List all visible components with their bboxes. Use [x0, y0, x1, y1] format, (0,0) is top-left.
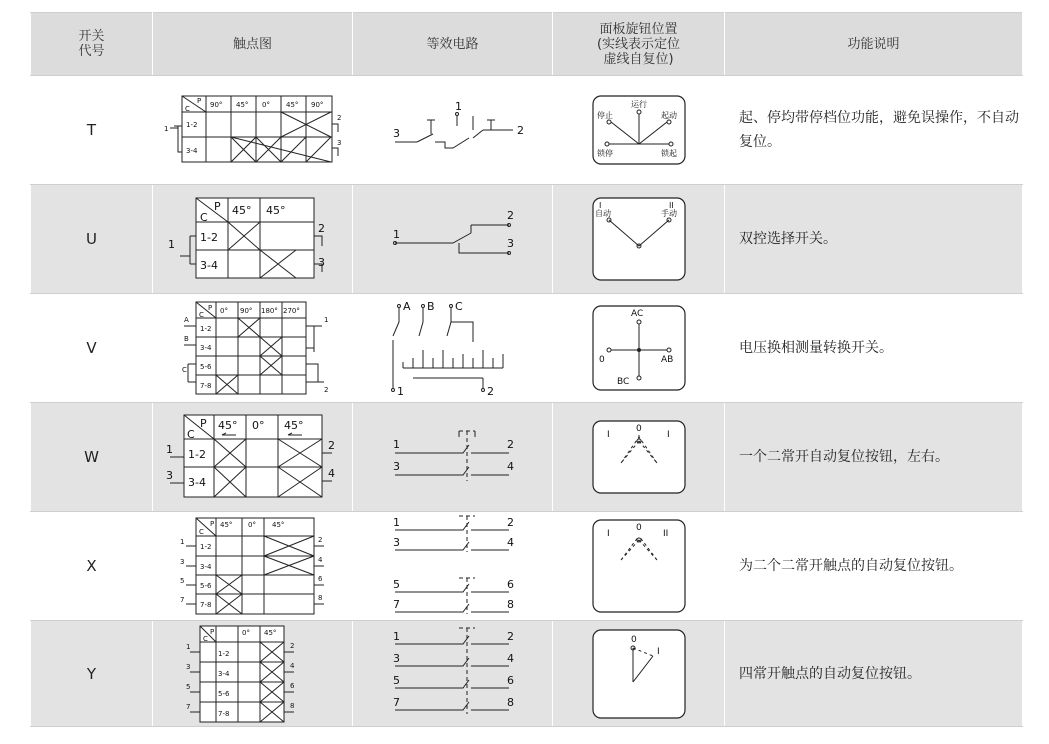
terminal-label: B: [183, 335, 189, 343]
contact-p: P: [209, 627, 214, 636]
contact-diagram-u: [153, 185, 353, 294]
circuit-label: A: [402, 300, 411, 313]
angle-label: 45°: [219, 521, 232, 529]
contact-label: 7-8: [199, 601, 211, 609]
terminal-label: 5: [179, 577, 184, 585]
angle-label: 45°: [231, 204, 251, 217]
terminal-label: 5: [185, 682, 190, 691]
header-circuit: [353, 13, 553, 76]
desc-text: 电压换相测量转换开关。: [739, 340, 893, 356]
contact-label: 7-8: [217, 709, 229, 718]
desc-text: 为二个二常开触点的自动复位按钮。: [739, 558, 963, 574]
terminal-label: 7: [179, 596, 184, 604]
code-cell: [31, 185, 153, 294]
header-contact: [153, 13, 353, 76]
circuit-label: 1: [392, 438, 400, 451]
panel-label: 停止: [596, 111, 613, 120]
code-y: Y: [86, 664, 97, 683]
switch-spec-table: [30, 12, 1023, 727]
table-header-row: [31, 13, 1023, 76]
terminal-label: 6: [289, 681, 294, 690]
terminal-label: 1: [165, 443, 173, 456]
code-x: X: [86, 557, 97, 575]
terminal-label: 1: [179, 538, 184, 546]
panel-knob-x: [553, 512, 725, 621]
panel-label: 0: [630, 634, 637, 645]
contact-label: 1-2: [187, 448, 206, 461]
circuit-label: 2: [516, 124, 524, 137]
circuit-label: 8: [506, 695, 514, 709]
table-row-v: [31, 294, 1023, 403]
circuit-label: 5: [392, 673, 400, 687]
terminal-label: 2: [327, 439, 335, 452]
code-u: U: [86, 230, 97, 248]
desc-text: 四常开触点的自动复位按钮。: [739, 665, 921, 682]
terminal-label: 3: [185, 662, 190, 671]
contact-c: C: [184, 105, 190, 113]
contact-diagram-v: [153, 294, 353, 403]
terminal-label: 4: [317, 556, 322, 564]
terminal-label: 2: [323, 386, 328, 394]
terminal-label: 1: [163, 125, 168, 133]
contact-c: C: [198, 528, 204, 536]
panel-label: 0: [635, 523, 642, 533]
circuit-label: 2: [506, 438, 514, 451]
contact-diagram-w: [153, 403, 353, 512]
terminal-label: 3: [179, 558, 184, 566]
desc-text: 起、停均带停档位功能，避免误操作，不自动复位。: [739, 110, 1019, 150]
circuit-label: 4: [506, 460, 514, 473]
circuit-label: 2: [506, 209, 514, 222]
circuit-label: 1: [454, 100, 462, 113]
panel-knob-u: [553, 185, 725, 294]
desc-text: 一个二常开自动复位按钮，左右。: [739, 449, 949, 465]
contact-p: P: [196, 97, 201, 105]
panel-label: BC: [616, 377, 629, 387]
equivalent-circuit-y: [353, 621, 553, 727]
code-cell: [31, 403, 153, 512]
function-description-t: [725, 76, 1023, 185]
circuit-label: 7: [392, 598, 400, 611]
circuit-label: 6: [506, 578, 514, 591]
contact-label: 3-4: [187, 476, 206, 489]
angle-label: 45°: [263, 628, 276, 637]
contact-label: 3-4: [185, 147, 197, 155]
panel-label: I: [666, 430, 670, 440]
code-t: T: [86, 121, 97, 139]
angle-label: 0°: [241, 628, 250, 637]
contact-p: P: [209, 520, 214, 528]
table-row-t: [31, 76, 1023, 185]
circuit-label: 1: [396, 385, 404, 398]
panel-label: I: [606, 529, 610, 539]
circuit-label: 3: [506, 237, 514, 250]
terminal-label: 1: [323, 316, 328, 324]
header-panel: [553, 13, 725, 76]
angle-label: 0°: [247, 521, 256, 529]
circuit-label: 2: [506, 516, 514, 529]
circuit-label: C: [454, 300, 463, 313]
code-cell: [31, 621, 153, 727]
circuit-label: 2: [506, 629, 514, 643]
angle-label: 90°: [310, 101, 323, 109]
contact-label: 7-8: [199, 382, 211, 390]
table-row-y: [31, 621, 1023, 727]
equivalent-circuit-u: [353, 185, 553, 294]
panel-label: AC: [630, 309, 643, 319]
terminal-label: 2: [289, 641, 294, 650]
panel-label: II: [662, 529, 668, 539]
terminal-label: 1: [167, 238, 175, 251]
equivalent-circuit-t: [353, 76, 553, 185]
contact-c: C: [198, 311, 204, 319]
contact-label: 1-2: [199, 325, 211, 333]
panel-label: 运行: [630, 100, 647, 109]
panel-label: 起动: [660, 111, 677, 120]
contact-label: 5-6: [217, 689, 229, 698]
angle-label: 180°: [260, 307, 278, 315]
circuit-label: 5: [392, 578, 400, 591]
panel-knob-t: [553, 76, 725, 185]
angle-label: 45°: [217, 419, 237, 432]
contact-diagram-x: [153, 512, 353, 621]
desc-text: 双控选择开关。: [739, 231, 837, 247]
header-panel-label: 面板旋钮位置 (实线表示定位 虚线自复位): [596, 21, 681, 67]
contact-label: 3-4: [199, 259, 218, 272]
panel-label: I: [656, 646, 660, 657]
circuit-label: 1: [392, 228, 400, 241]
panel-label: I: [606, 430, 610, 440]
contact-c: C: [186, 428, 195, 441]
angle-label: 270°: [282, 307, 300, 315]
circuit-label: 7: [392, 695, 400, 709]
circuit-label: 4: [506, 536, 514, 549]
contact-p: P: [207, 304, 212, 312]
circuit-label: 1: [392, 516, 400, 529]
code-cell: [31, 512, 153, 621]
terminal-label: 3: [165, 469, 173, 482]
header-code-label: 开关 代号: [78, 29, 105, 59]
circuit-label: B: [426, 300, 435, 313]
angle-label: 45°: [271, 521, 284, 529]
header-code: [31, 13, 153, 76]
terminal-label: C: [181, 366, 187, 374]
contact-label: 3-4: [199, 563, 211, 571]
terminal-label: 6: [317, 575, 322, 583]
equivalent-circuit-w: [353, 403, 553, 512]
circuit-label: 3: [392, 651, 400, 665]
panel-label: 锁停: [596, 149, 613, 158]
panel-label: II: [668, 201, 674, 210]
angle-label: 0°: [251, 419, 264, 432]
terminal-label: 8: [317, 594, 322, 602]
terminal-label: 3: [336, 139, 341, 147]
circuit-label: 6: [506, 673, 514, 687]
circuit-label: 3: [392, 460, 400, 473]
panel-label: 手动: [660, 209, 677, 218]
panel-label: 锁起: [660, 149, 677, 158]
terminal-label: 1: [185, 642, 190, 651]
terminal-label: A: [183, 316, 189, 324]
terminal-label: 8: [289, 701, 294, 710]
function-description-v: [725, 294, 1023, 403]
contact-c: C: [199, 211, 208, 224]
contact-p: P: [199, 417, 207, 430]
header-function: [725, 13, 1023, 76]
angle-label: 45°: [285, 101, 298, 109]
circuit-label: 1: [392, 629, 400, 643]
contact-label: 5-6: [199, 363, 211, 371]
angle-label: 45°: [235, 101, 248, 109]
header-contact-label: 触点图: [232, 36, 272, 52]
code-cell: [31, 294, 153, 403]
code-w: W: [84, 448, 99, 466]
panel-label: 0: [598, 355, 605, 365]
panel-label: I: [598, 201, 601, 210]
angle-label: 90°: [209, 101, 222, 109]
panel-label: 0: [635, 424, 642, 434]
code-cell: [31, 76, 153, 185]
function-description-u: [725, 185, 1023, 294]
equivalent-circuit-v: [353, 294, 553, 403]
contact-p: P: [213, 200, 221, 213]
table-row-w: [31, 403, 1023, 512]
contact-label: 1-2: [217, 649, 229, 658]
table-row-x: [31, 512, 1023, 621]
circuit-label: 4: [506, 651, 514, 665]
angle-label: 0°: [219, 307, 228, 315]
circuit-label: 8: [506, 598, 514, 611]
terminal-label: 4: [289, 661, 294, 670]
panel-knob-y: [553, 621, 725, 727]
contact-label: 1-2: [199, 231, 218, 244]
contact-label: 1-2: [199, 543, 211, 551]
function-description-w: [725, 403, 1023, 512]
contact-c: C: [202, 634, 208, 643]
angle-label: 45°: [283, 419, 303, 432]
function-description-y: [725, 621, 1023, 727]
code-v: V: [86, 339, 97, 357]
terminal-label: 4: [327, 467, 335, 480]
table-row-u: [31, 185, 1023, 294]
panel-label: AB: [660, 355, 673, 365]
equivalent-circuit-x: [353, 512, 553, 621]
terminal-label: 2: [317, 222, 325, 235]
contact-label: 1-2: [185, 121, 197, 129]
contact-label: 3-4: [199, 344, 211, 352]
terminal-label: 2: [317, 536, 322, 544]
terminal-label: 7: [185, 702, 190, 711]
contact-label: 3-4: [217, 669, 229, 678]
terminal-label: 3: [317, 256, 325, 269]
terminal-label: 2: [336, 114, 341, 122]
header-circuit-label: 等效电路: [426, 36, 479, 52]
angle-label: 45°: [265, 204, 285, 217]
panel-label: 自动: [594, 209, 611, 218]
panel-knob-w: [553, 403, 725, 512]
contact-diagram-t: [153, 76, 353, 185]
circuit-label: 3: [392, 536, 400, 549]
function-description-x: [725, 512, 1023, 621]
header-function-label: 功能说明: [847, 36, 900, 52]
contact-label: 5-6: [199, 582, 211, 590]
angle-label: 90°: [239, 307, 252, 315]
circuit-label: 3: [392, 127, 400, 140]
circuit-label: 2: [486, 385, 494, 398]
panel-knob-v: [553, 294, 725, 403]
angle-label: 0°: [261, 101, 270, 109]
contact-diagram-y: [153, 621, 353, 727]
